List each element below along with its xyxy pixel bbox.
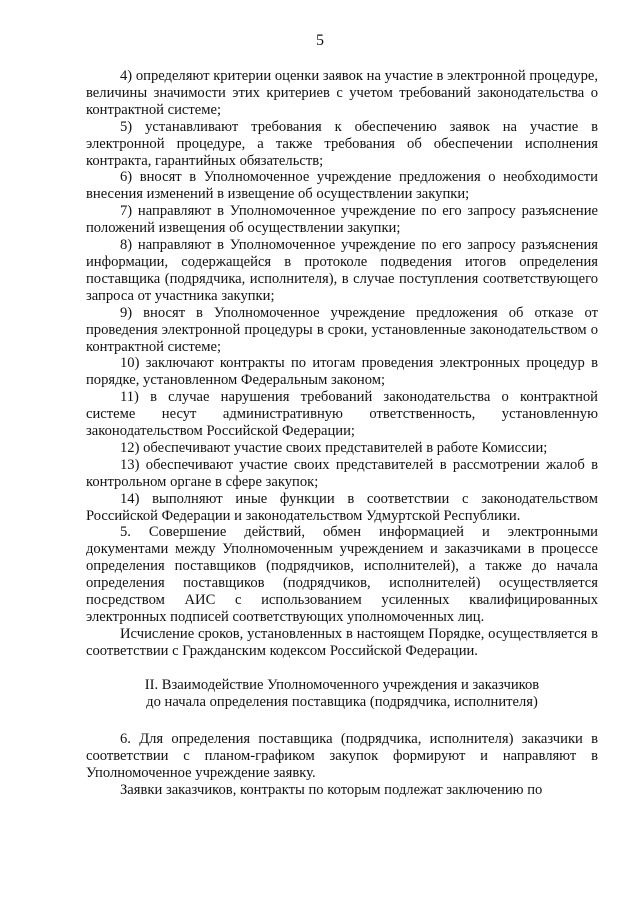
paragraph-item-14: 14) выполняют иные функции в соответствии с законодательством Российской Федерации и законодательством Удмуртской Республики. xyxy=(86,490,598,524)
paragraph-item-12: 12) обеспечивают участие своих представителей в работе Комиссии; xyxy=(120,439,548,456)
paragraph-item-9: 9) вносят в Уполномоченное учреждение предложения об отказе от проведения электронной процедуры в сроки, установленные законодательством о контрактной системе; xyxy=(86,304,598,355)
paragraph-item-5: 5) устанавливают требования к обеспечению заявок на участие в электронной процедуре, а также требования об обеспечении исполнения контракта, гарантийных обязательств; xyxy=(86,118,598,169)
section-heading-line-1: II. Взаимодействие Уполномоченного учреждения и заказчиков xyxy=(144,676,540,693)
paragraph-clause-6: 6. Для определения поставщика (подрядчика, исполнителя) заказчики в соответствии с планом-графиком закупок формируют и направляют в Уполномоченное учреждение заявку. xyxy=(86,730,598,781)
paragraph-item-11: 11) в случае нарушения требований законодательства о контрактной системе несут административную ответственность, установленную законодательством Российской Федерации; xyxy=(86,389,598,440)
paragraph-item-7: 7) направляют в Уполномоченное учреждение по его запросу разъяснение положений извещения об осуществлении закупки; xyxy=(86,203,598,237)
paragraph-item-8: 8) направляют в Уполномоченное учреждение по его запросу разъяснения информации, содержащейся в протоколе подведения итогов определения поставщика (подрядчика, исполнителя), в случае поступления соответствующего запроса от участника закупки; xyxy=(86,237,598,304)
paragraph-clause-5: 5. Совершение действий, обмен информацией и электронными документами между Уполномоченным учреждением и заказчиками в процессе определения поставщиков (подрядчиков, исполнителей), а также до начала определения поставщиков (подрядчиков, исполнителей) осуществляется посредством АИС с использованием усиленных квалифицированных электронных подписей соответствующих уполномоченных лиц. xyxy=(86,524,598,625)
document-body xyxy=(86,68,598,799)
paragraph-item-6: 6) вносят в Уполномоченное учреждение предложения о необходимости внесения изменений в извещение об осуществлении закупки; xyxy=(86,169,598,203)
section-heading xyxy=(86,677,598,712)
paragraph-deadlines: Исчисление сроков, установленных в настоящем Порядке, осуществляется в соответствии с Гражданским кодексом Российской Федерации. xyxy=(86,625,598,659)
page-number: 5 xyxy=(316,32,324,49)
paragraph-item-4: 4) определяют критерии оценки заявок на участие в электронной процедуре, величины значимости этих критериев с учетом требований законодательства о контрактной системе; xyxy=(86,68,598,118)
paragraph-item-13: 13) обеспечивают участие своих представителей в рассмотрении жалоб в контрольном органе в сфере закупок; xyxy=(86,456,598,490)
section-heading-line-2: до начала определения поставщика (подрядчика, исполнителя) xyxy=(146,694,538,711)
paragraph-customer-requests: Заявки заказчиков, контракты по которым подлежат заключению по xyxy=(120,781,543,798)
paragraph-item-10: 10) заключают контракты по итогам проведения электронных процедур в порядке, установленном Федеральным законом; xyxy=(86,355,598,389)
